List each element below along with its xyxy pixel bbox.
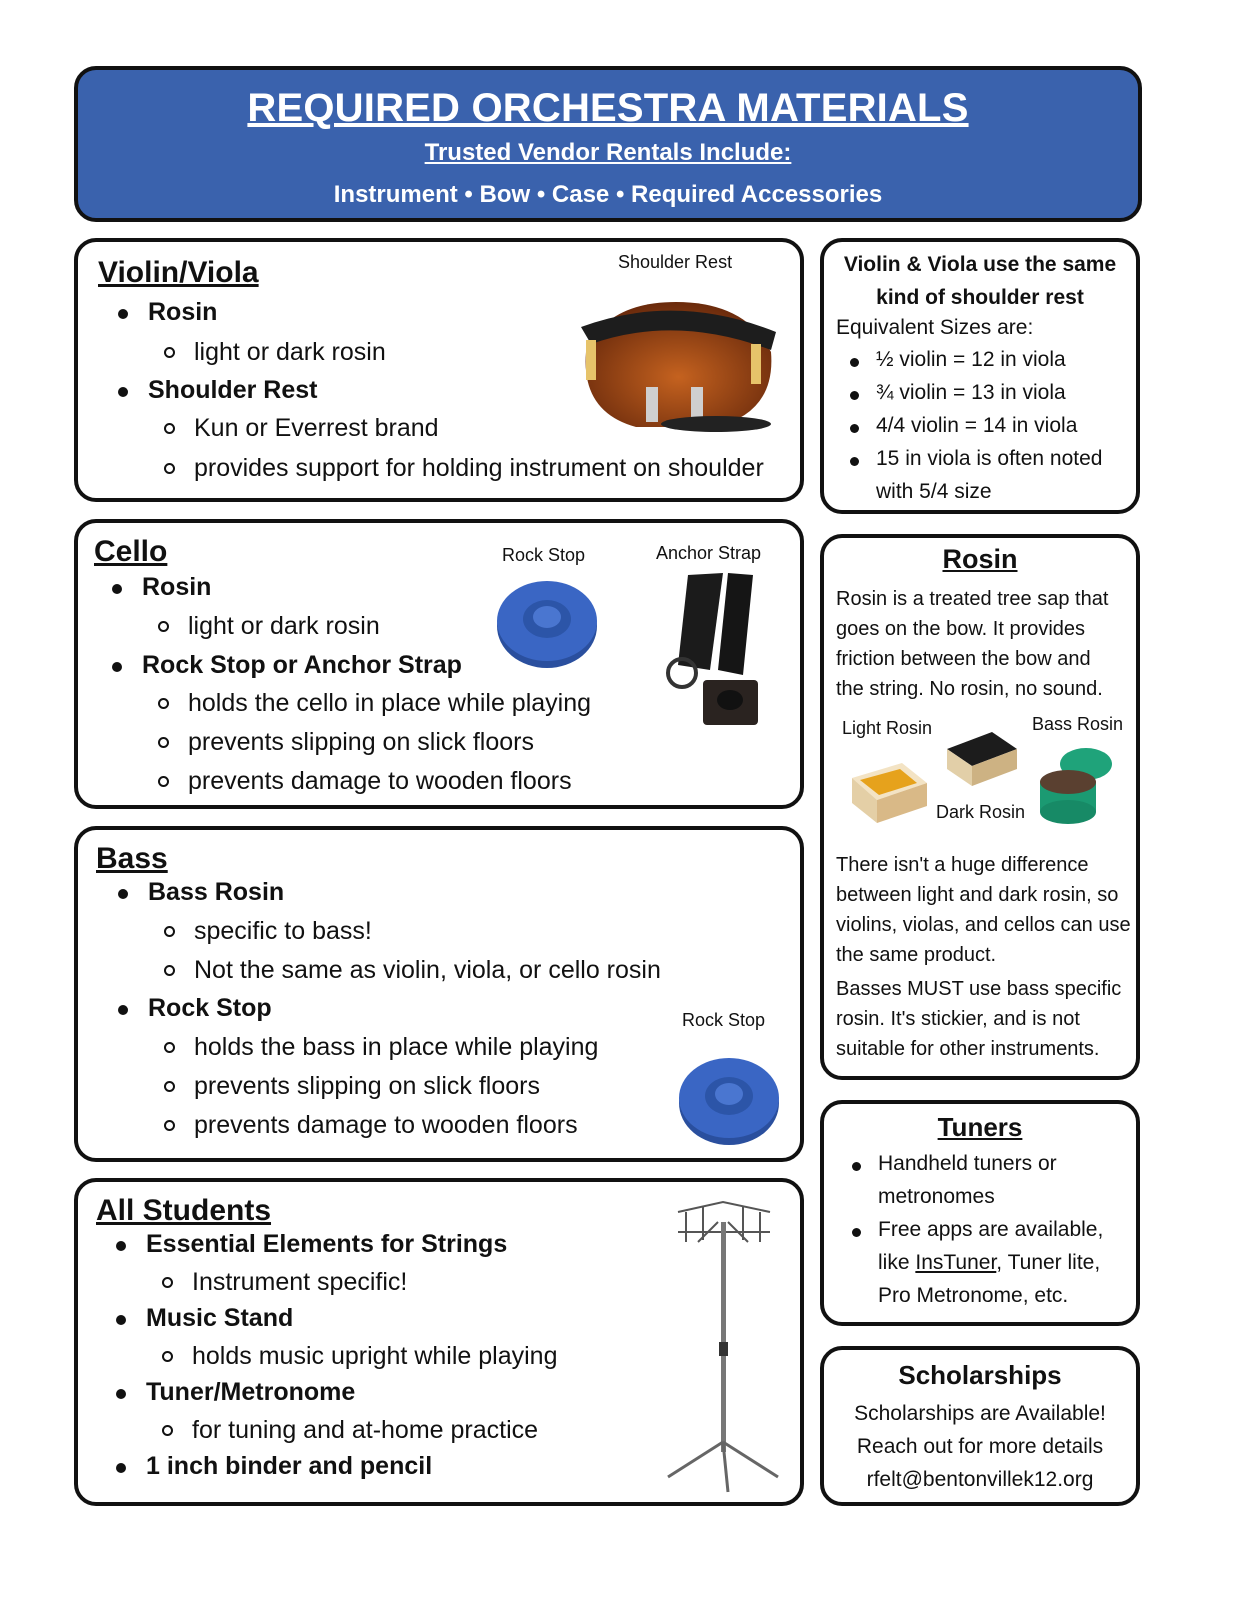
size-full: 4/4 violin = 14 in viola: [876, 414, 1078, 437]
header-includes: Instrument • Bow • Case • Required Accessories: [333, 181, 883, 208]
all-stand-note: holds music upright while playing: [192, 1342, 558, 1370]
scholarships-line1: Scholarships are Available!: [854, 1402, 1106, 1425]
tuners-item-handheld-cont: metronomes: [878, 1185, 995, 1208]
dark-rosin-caption: Dark Rosin: [936, 802, 1026, 822]
rosin-para3-line: Basses MUST use bass specific: [836, 978, 1122, 1000]
anchor-strap-image: [648, 565, 768, 730]
violin-shoulder-note-brand: Kun or Everrest brand: [194, 414, 439, 442]
size-three-quarter: ¾ violin = 13 in viola: [876, 381, 1066, 404]
rosin-para1-line: goes on the bow. It provides: [836, 618, 1086, 640]
shoulder-box-heading-line2: kind of shoulder rest: [876, 286, 1084, 309]
violin-rosin-item: Rosin: [148, 298, 218, 326]
all-tuner-item: Tuner/Metronome: [146, 1378, 356, 1406]
scholarships-email[interactable]: rfelt@bentonvillek12.org: [866, 1468, 1094, 1491]
all-binder-item: 1 inch binder and pencil: [146, 1452, 433, 1480]
light-rosin-image: [842, 748, 932, 828]
rosin-para3-line: rosin. It's stickier, and is not: [836, 1008, 1080, 1030]
all-stand-item: Music Stand: [146, 1304, 294, 1332]
size-half: ½ violin = 12 in viola: [876, 348, 1066, 371]
rosin-info-box: [820, 534, 1140, 1080]
bass-rock-stop-caption: Rock Stop: [682, 1010, 766, 1030]
instuner-link[interactable]: InsTuner: [915, 1251, 997, 1274]
scholarships-title: Scholarships: [898, 1360, 1062, 1390]
bass-rosin-image: [1036, 742, 1116, 828]
scholarships-line2: Reach out for more details: [856, 1435, 1104, 1458]
bass-stop-item: Rock Stop: [148, 994, 272, 1022]
tuners-after-link: , Tuner lite,: [996, 1251, 1101, 1274]
shoulder-box-intro: Equivalent Sizes are:: [836, 316, 1034, 339]
bass-title: Bass: [96, 842, 168, 875]
violin-viola-title: Violin/Viola: [98, 256, 259, 289]
bass-rosin-item: Bass Rosin: [148, 878, 285, 906]
violin-viola-section: [74, 238, 804, 502]
tuners-item-apps: Free apps are available,: [878, 1218, 1104, 1241]
cello-rosin-item: Rosin: [142, 573, 212, 601]
tuners-like-text: like: [878, 1251, 916, 1274]
bass-stop-note-slipping: prevents slipping on slick floors: [194, 1072, 540, 1100]
size-fifteen: 15 in viola is often noted: [876, 447, 1103, 470]
bass-section: [74, 826, 804, 1162]
all-book-note: Instrument specific!: [192, 1268, 408, 1296]
shoulder-box-heading-line1: Violin & Viola use the same: [843, 253, 1117, 276]
cello-stop-item: Rock Stop or Anchor Strap: [142, 651, 462, 679]
light-rosin-caption: Light Rosin: [842, 718, 933, 738]
tuners-box-title: Tuners: [937, 1112, 1023, 1142]
cello-rock-stop-caption: Rock Stop: [502, 545, 586, 565]
all-students-title: All Students: [96, 1194, 272, 1227]
cello-title: Cello: [94, 535, 168, 568]
music-stand-image: [658, 1192, 788, 1497]
page-title: REQUIRED ORCHESTRA MATERIALS: [247, 86, 969, 130]
all-book-item: Essential Elements for Strings: [146, 1230, 508, 1258]
cello-anchor-strap-caption: Anchor Strap: [656, 543, 762, 563]
rosin-para2-line: between light and dark rosin, so: [836, 884, 1119, 906]
dark-rosin-image: [942, 724, 1022, 794]
shoulder-rest-sizes-box: [820, 238, 1140, 514]
violin-shoulder-item: Shoulder Rest: [148, 376, 318, 404]
bass-stop-note-damage: prevents damage to wooden floors: [194, 1111, 578, 1139]
rosin-para2-line: the same product.: [836, 944, 997, 966]
bass-rosin-note-specific: specific to bass!: [194, 917, 372, 945]
shoulder-rest-image: [566, 282, 786, 432]
all-students-section: [74, 1178, 804, 1506]
tuners-item-handheld: Handheld tuners or: [878, 1152, 1057, 1175]
cello-rosin-note: light or dark rosin: [188, 612, 380, 640]
tuners-item-apps-line3: Pro Metronome, etc.: [878, 1284, 1069, 1307]
bass-rosin-note-not-same: Not the same as violin, viola, or cello rosin: [194, 956, 661, 984]
cello-stop-note-damage: prevents damage to wooden floors: [188, 767, 572, 795]
bass-stop-note-holds: holds the bass in place while playing: [194, 1033, 599, 1061]
header-banner: [74, 66, 1142, 222]
header-subtitle: Trusted Vendor Rentals Include:: [424, 139, 792, 166]
violin-shoulder-note-support: provides support for holding instrument on shoulder: [194, 454, 764, 482]
cello-rock-stop-image: [492, 571, 602, 671]
rosin-box-title: Rosin: [942, 544, 1018, 574]
rosin-para1-line: the string. No rosin, no sound.: [836, 678, 1103, 700]
tuners-box: [820, 1100, 1140, 1326]
rosin-para2-line: There isn't a huge difference: [836, 854, 1089, 876]
scholarships-box: [820, 1346, 1140, 1506]
cello-stop-note-holds: holds the cello in place while playing: [188, 689, 592, 717]
rosin-para2-line: violins, violas, and cellos can use: [836, 914, 1131, 936]
cello-stop-note-slipping: prevents slipping on slick floors: [188, 728, 534, 756]
rosin-para1-line: friction between the bow and: [836, 648, 1091, 670]
all-tuner-note: for tuning and at-home practice: [192, 1416, 539, 1444]
size-fifteen-cont: with 5/4 size: [876, 480, 992, 503]
shoulder-rest-caption: Shoulder Rest: [618, 252, 733, 272]
violin-rosin-note: light or dark rosin: [194, 338, 386, 366]
bass-rosin-caption: Bass Rosin: [1032, 714, 1124, 734]
cello-section: [74, 519, 804, 809]
tuners-item-apps-line2: [878, 1251, 1100, 1275]
rosin-para3-line: suitable for other instruments.: [836, 1038, 1100, 1060]
bass-rock-stop-image: [674, 1048, 784, 1148]
rosin-para1-line: Rosin is a treated tree sap that: [836, 588, 1109, 610]
